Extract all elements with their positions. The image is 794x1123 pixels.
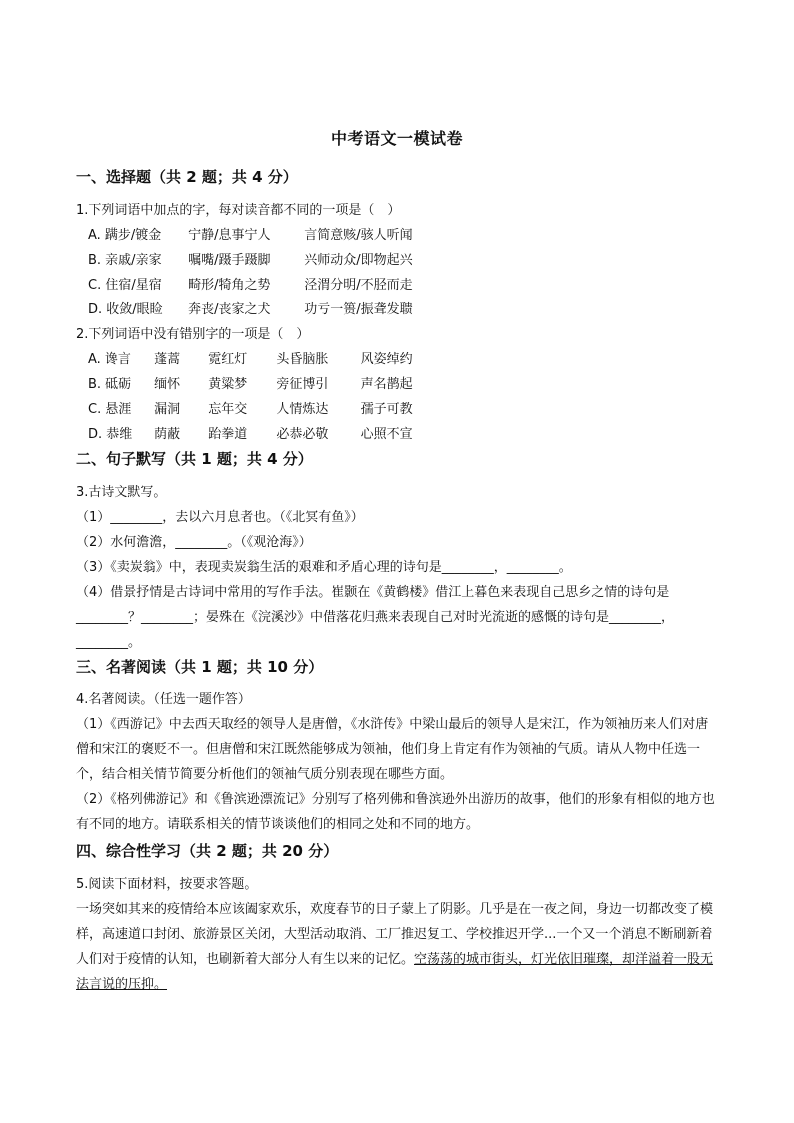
option-c-pair-1: C. 住宿/星宿: [88, 278, 162, 293]
exam-title: 中考语文一模试卷: [330, 129, 463, 148]
question-3-part-4-line-2: ________？________；晏殊在《浣溪沙》中借落花归燕来表现自己对时光流逝的感慨的诗句是________，: [76, 610, 675, 625]
option-a-pair-1: A. 蹒步/镀金: [88, 228, 162, 243]
section-heading-choice: 一、选择题（共 2 题；共 4 分）: [76, 168, 298, 186]
word-3: 黄粱梦: [208, 377, 248, 392]
word-5: 风姿绰约: [360, 352, 413, 367]
section-heading-integrated: 四、综合性学习（共 2 题；共 20 分）: [76, 842, 339, 860]
underlined-sentence: 空荡荡的城市街头，灯光依旧璀璨，却洋溢着一股无法言说的压抑。: [76, 952, 714, 992]
word-4: 旁征博引: [276, 377, 329, 392]
question-1-option-c: [88, 277, 413, 295]
word-1: B. 砥砺: [88, 377, 132, 392]
option-c-pair-3: 泾渭分明/不胫而走: [304, 278, 413, 293]
option-c-pair-2: 畸形/犄角之势: [188, 278, 271, 293]
word-4: 必恭必敬: [276, 427, 329, 442]
word-2: 漏洞: [154, 402, 181, 417]
question-3-part-4-line-1: （4）借景抒情是古诗词中常用的写作手法。崔颢在《黄鹤楼》借江上暮色来表现自己思乡之情的诗句是: [76, 585, 670, 600]
word-5: 声名鹊起: [360, 377, 413, 392]
question-1-option-b: [88, 252, 413, 270]
option-b-pair-2: 嘱嘴/蹑手蹑脚: [188, 253, 271, 268]
question-2-option-c: [88, 401, 413, 419]
question-2-option-d: [88, 426, 413, 444]
question-2-option-a: [88, 351, 413, 369]
question-4-part-1: （1）《西游记》中去西天取经的领导人是唐僧，《水浒传》中梁山最后的领导人是宋江，作为领袖历来人们对唐僧和宋江的褒贬不一。但唐僧和宋江既然能够成为领袖，他们身上肯定有作为领袖的气质。请从人物中任选一个，结合相关情节简要分析他们的领袖气质分别表现在哪些方面。: [76, 717, 709, 782]
question-4-stem: 4.名著阅读。（任选一题作答）: [76, 692, 251, 707]
option-b-pair-3: 兴师动众/即物起兴: [304, 253, 413, 268]
question-3-part-2: （2）水何澹澹，________。（《观沧海》）: [76, 535, 312, 550]
passage-text: 一场突如其来的疫情给本应该阖家欢乐，欢度春节的日子蒙上了阴影。几乎是在一夜之间，身边一切都改变了模样，高速道口封闭、旅游景区关闭，大型活动取消、工厂推迟复工、学校推迟开学...一个又一个消息不断刷新着人们对于疫情的认知，也刷新着大部分人有生以来的记忆。: [76, 902, 714, 967]
option-a-pair-3: 言简意赅/骇人听闻: [304, 228, 413, 243]
word-5: 孺子可教: [360, 402, 413, 417]
question-1-option-a: [88, 227, 413, 245]
word-4: 头昏脑胀: [276, 352, 329, 367]
option-d-pair-2: 奔丧/丧家之犬: [188, 302, 271, 317]
section-heading-recitation: 二、句子默写（共 1 题；共 4 分）: [76, 450, 313, 468]
question-1-stem: 1.下列词语中加点的字，每对读音都不同的一项是（ ）: [76, 203, 401, 218]
question-3-part-3: （3）《卖炭翁》中，表现卖炭翁生活的艰难和矛盾心理的诗句是________，________。: [76, 560, 572, 575]
question-3-stem: 3.古诗文默写。: [76, 485, 167, 500]
word-1: A. 谗言: [88, 352, 131, 367]
word-4: 人情炼达: [276, 402, 329, 417]
question-3-part-4-line-3: ________。: [76, 635, 142, 650]
question-5-stem: 5.阅读下面材料，按要求答题。: [76, 877, 258, 892]
question-5-passage: [76, 897, 716, 997]
word-1: D. 恭维: [88, 427, 133, 442]
question-4-part-2: （2）《格列佛游记》和《鲁滨逊漂流记》分别写了格列佛和鲁滨逊外出游历的故事，他们的形象有相似的地方也有不同的地方。请联系相关的情节谈谈他们的相同之处和不同的地方。: [76, 792, 715, 832]
word-3: 忘年交: [208, 402, 248, 417]
word-2: 荫蔽: [154, 427, 181, 442]
word-2: 缅怀: [154, 377, 181, 392]
option-d-pair-1: D. 收敛/眼睑: [88, 302, 163, 317]
option-d-pair-3: 功亏一篑/振聋发聩: [304, 302, 413, 317]
word-2: 蓬蒿: [154, 352, 181, 367]
question-2-option-b: [88, 376, 413, 394]
word-3: 霓红灯: [208, 352, 248, 367]
question-3-part-1: （1）________，去以六月息者也。（《北冥有鱼》）: [76, 510, 364, 525]
word-3: 跆拳道: [208, 427, 248, 442]
question-1-option-d: [88, 301, 413, 319]
option-a-pair-2: 宁静/息事宁人: [188, 228, 271, 243]
section-heading-classics: 三、名著阅读（共 1 题；共 10 分）: [76, 658, 324, 676]
option-b-pair-1: B. 亲戚/亲家: [88, 253, 162, 268]
word-1: C. 悬涯: [88, 402, 132, 417]
question-2-stem: 2.下列词语中没有错别字的一项是（ ）: [76, 327, 310, 342]
word-5: 心照不宣: [360, 427, 413, 442]
